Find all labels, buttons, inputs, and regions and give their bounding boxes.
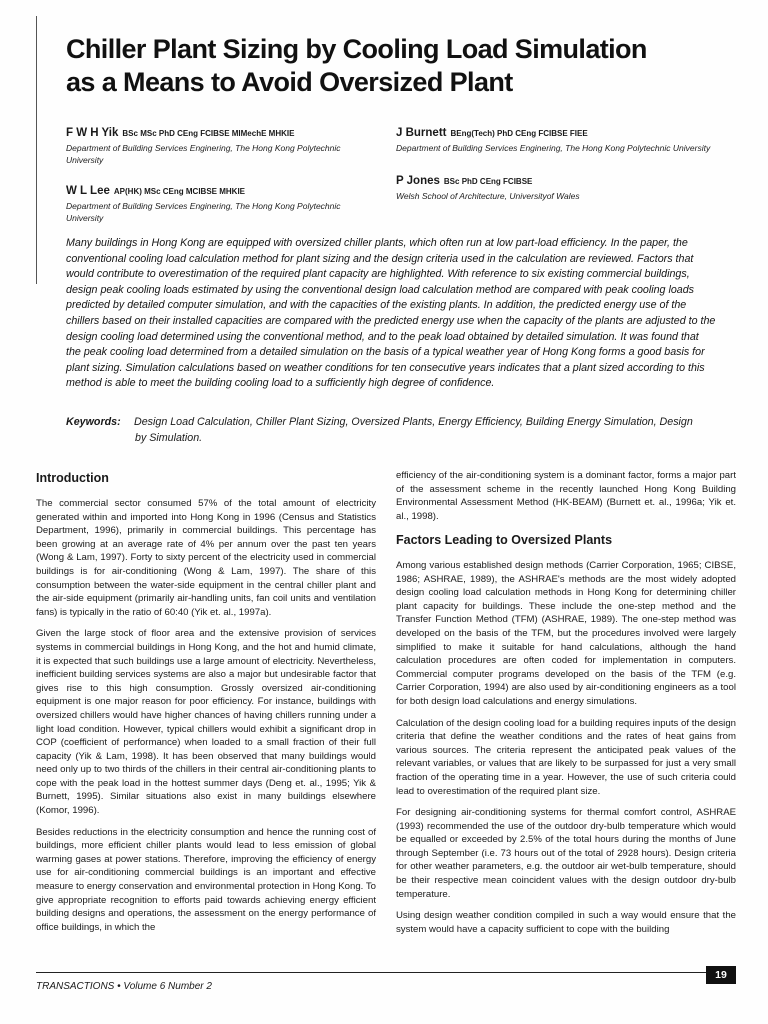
keywords	[66, 415, 716, 446]
author-affiliation: Department of Building Services Enginering, The Hong Kong Polytechnic University	[396, 143, 711, 153]
body-paragraph: Besides reductions in the electricity consumption and hence the running cost of buildings, more efficient chiller plants would lead to less emission of global warming gases at power stations. Therefore, improving the efficiency of energy use for air-conditioning commercial buildings is an important and effective measure to energy conservation and environmental protection in Hong Kong. To give appropriate recognition to efforts paid towards achieving energy efficient building designs and operations, the assessment on the energy performance of office buildings, in which the	[36, 826, 376, 933]
author-affiliation: Department of Building Services Enginering, The Hong Kong Polytechnic University	[66, 143, 341, 165]
title-line-1: Chiller Plant Sizing by Cooling Load Simulation	[66, 34, 647, 64]
page-number: 19	[706, 966, 736, 984]
body-paragraph: The commercial sector consumed 57% of the total amount of electricity generated within and imported into Hong Kong in 1996 (Census and Statistics Department, 1996), primarily in commercial buildings. This percentage has been growing at an average rate of 4% per annum over the past ten years (Wong & Lam, 1997). Forty to sixty percent of the electricity used in commercial buildings is for air-conditioning (Wong & Lam, 1997). The share of this consumption between the water-side equipment in the central chiller plant and the air-side equipment (primarily air-handling units, fan coil units and ventilation fans) is typically in the ratio of 60:40 (Yik et. al., 1997a).	[36, 498, 376, 618]
left-column	[36, 462, 376, 942]
abstract: Many buildings in Hong Kong are equipped with oversized chiller plants, which often run at low part-load efficiency. In the paper, the conventional cooling load calculation method for plant sizing and the design criteria used in the calculation are reviewed. Factors that would contribute to overestimation of the required plant capacity are highlighted. With reference to six existing commercial buildings, design peak cooling loads estimated by using the conventional design load calculation method are compared with peak cooling loads predicted by detailed computer simulation, and with the capacities of the existing plants. In addition, the predicted energy use of the chillers based on their installed capacities are compared with the predicted energy use when the capacity of the plants are adjusted to the design cooling load determined using the conventional method, and to the peak load obtained by detailed simulation. It was found that the peak cooling load determined from a detailed simulation on the basis of a typical weather year of Hong Kong forms a good basis for plant sizing. Simulation calculations based on weather conditions for ten consecutive years indicates that a plant sized according to this method is able to meet the building cooling load to a sufficiently high degree of confidence.	[66, 237, 716, 390]
keywords-line-1: Design Load Calculation, Chiller Plant Sizing, Oversized Plants, Energy Efficiency, Building Energy Simulation, Design	[134, 416, 693, 428]
body-paragraph: Among various established design methods (Carrier Corporation, 1965; CIBSE, 1986; ASHRAE, 1989), the ASHRAE's methods are the most widely adopted design cooling load calculation methods in Hong Kong for determining chiller plant capacity for buildings. These include the one-step method and the Transfer Function Method (TFM) (ASHRAE, 1989). The one-step method was developed on the basis of the TFM, but the procedures involved were largely simplified to make it suitable for hand calculations, although the hand calculation procedures are often coded for implementation in computers. Commercial computer programs developed on the basis of the TFM (e.g. Carrier Corporation, 1994) are also used by air-conditioning engineers as a tool for both design load calculations and energy simulations.	[396, 560, 736, 707]
journal-footer: TRANSACTIONS • Volume 6 Number 2	[36, 981, 212, 992]
author-block	[66, 185, 366, 224]
body-paragraph: Using design weather condition compiled in such a way would ensure that the system would have a capacity sufficient to cope with the building	[396, 910, 736, 935]
body-paragraph: Given the large stock of floor area and the extensive provision of services systems in commercial buildings in Hong Kong, and the hot and humid climate, it is expected that such buildings use a large amount of electricity. Nevertheless, inefficient building services systems are also a major but undesirable factor that gives rise to this high consumption. Grossly oversized air-conditioning equipment is one major reason for poor efficiency. For instance, buildings with oversized chillers would have higher chances of having chillers running under a light load condition. However, typical chillers would exhibit a significant drop in COP (coefficient of performance) when loaded to a small fraction of their full capacity (Yik & Lam, 1998). It has been observed that many buildings would need only up to two thirds of the chillers in their central air-conditioning plants to cope with the peak load in the hottest summer days (Deng et. al., 1995; Yik & Burnett, 1995). Similar situations also exist in many buildings elsewhere (Komor, 1996).	[36, 628, 376, 817]
paper-title	[66, 33, 746, 99]
body-paragraph: Calculation of the design cooling load for a building requires inputs of the design criteria that define the weather conditions and the rates of heat gains from various sources. The criteria represent the anticipated peak values of the relevant variables, or values that are likely to be surpassed for just a very small fraction of the operating time in a year. However, the use of such criteria could lead to overestimation of the required plant size.	[396, 717, 736, 797]
author-qualifications: BEng(Tech) PhD CEng FCIBSE FIEE	[450, 129, 588, 138]
author-qualifications: AP(HK) MSc CEng MCIBSE MHKIE	[113, 187, 246, 196]
author-block	[396, 127, 746, 154]
author-block	[396, 175, 696, 202]
author-name: P Jones	[396, 175, 440, 187]
section-heading-factors: Factors Leading to Oversized Plants	[396, 533, 613, 547]
author-affiliation: Welsh School of Architecture, Universityof Wales	[396, 191, 580, 201]
author-block	[66, 127, 366, 166]
author-name: F W H Yik	[66, 127, 119, 139]
body-paragraph: efficiency of the air-conditioning system is a dominant factor, forms a major part of the assessment scheme in the recently launched Hong Kong Building Environmental Assessment Method (HK-BEAM) (Burnett et. al., 1996a; Yik et. al., 1998).	[396, 470, 736, 522]
section-heading-introduction: Introduction	[36, 471, 109, 485]
footer-rule	[36, 972, 736, 973]
author-affiliation: Department of Building Services Enginering, The Hong Kong Polytechnic University	[66, 201, 341, 223]
title-line-2: as a Means to Avoid Oversized Plant	[66, 67, 513, 97]
body-paragraph: For designing air-conditioning systems for thermal comfort control, ASHRAE (1993) recommended the use of the outdoor dry-bulb temperature which would be equalled or exceeded by 2.5% of the total hours during the months of June through September (i.e. 73 hours out of the total of 2928 hours). Design criteria for other weather parameters, e.g. the outdoor air wet-bulb temperature, should be their respective mean coincident values with the design outdoor dry-bulb temperature.	[396, 807, 736, 900]
keywords-label: Keywords:	[66, 416, 121, 428]
author-name: W L Lee	[66, 185, 110, 197]
margin-rule	[36, 16, 37, 284]
author-qualifications: BSc PhD CEng FCIBSE	[443, 177, 533, 186]
author-name: J Burnett	[396, 127, 447, 139]
right-column	[396, 462, 736, 944]
author-qualifications: BSc MSc PhD CEng FCIBSE MIMechE MHKIE	[122, 129, 295, 138]
keywords-line-2: by Simulation.	[135, 431, 203, 444]
